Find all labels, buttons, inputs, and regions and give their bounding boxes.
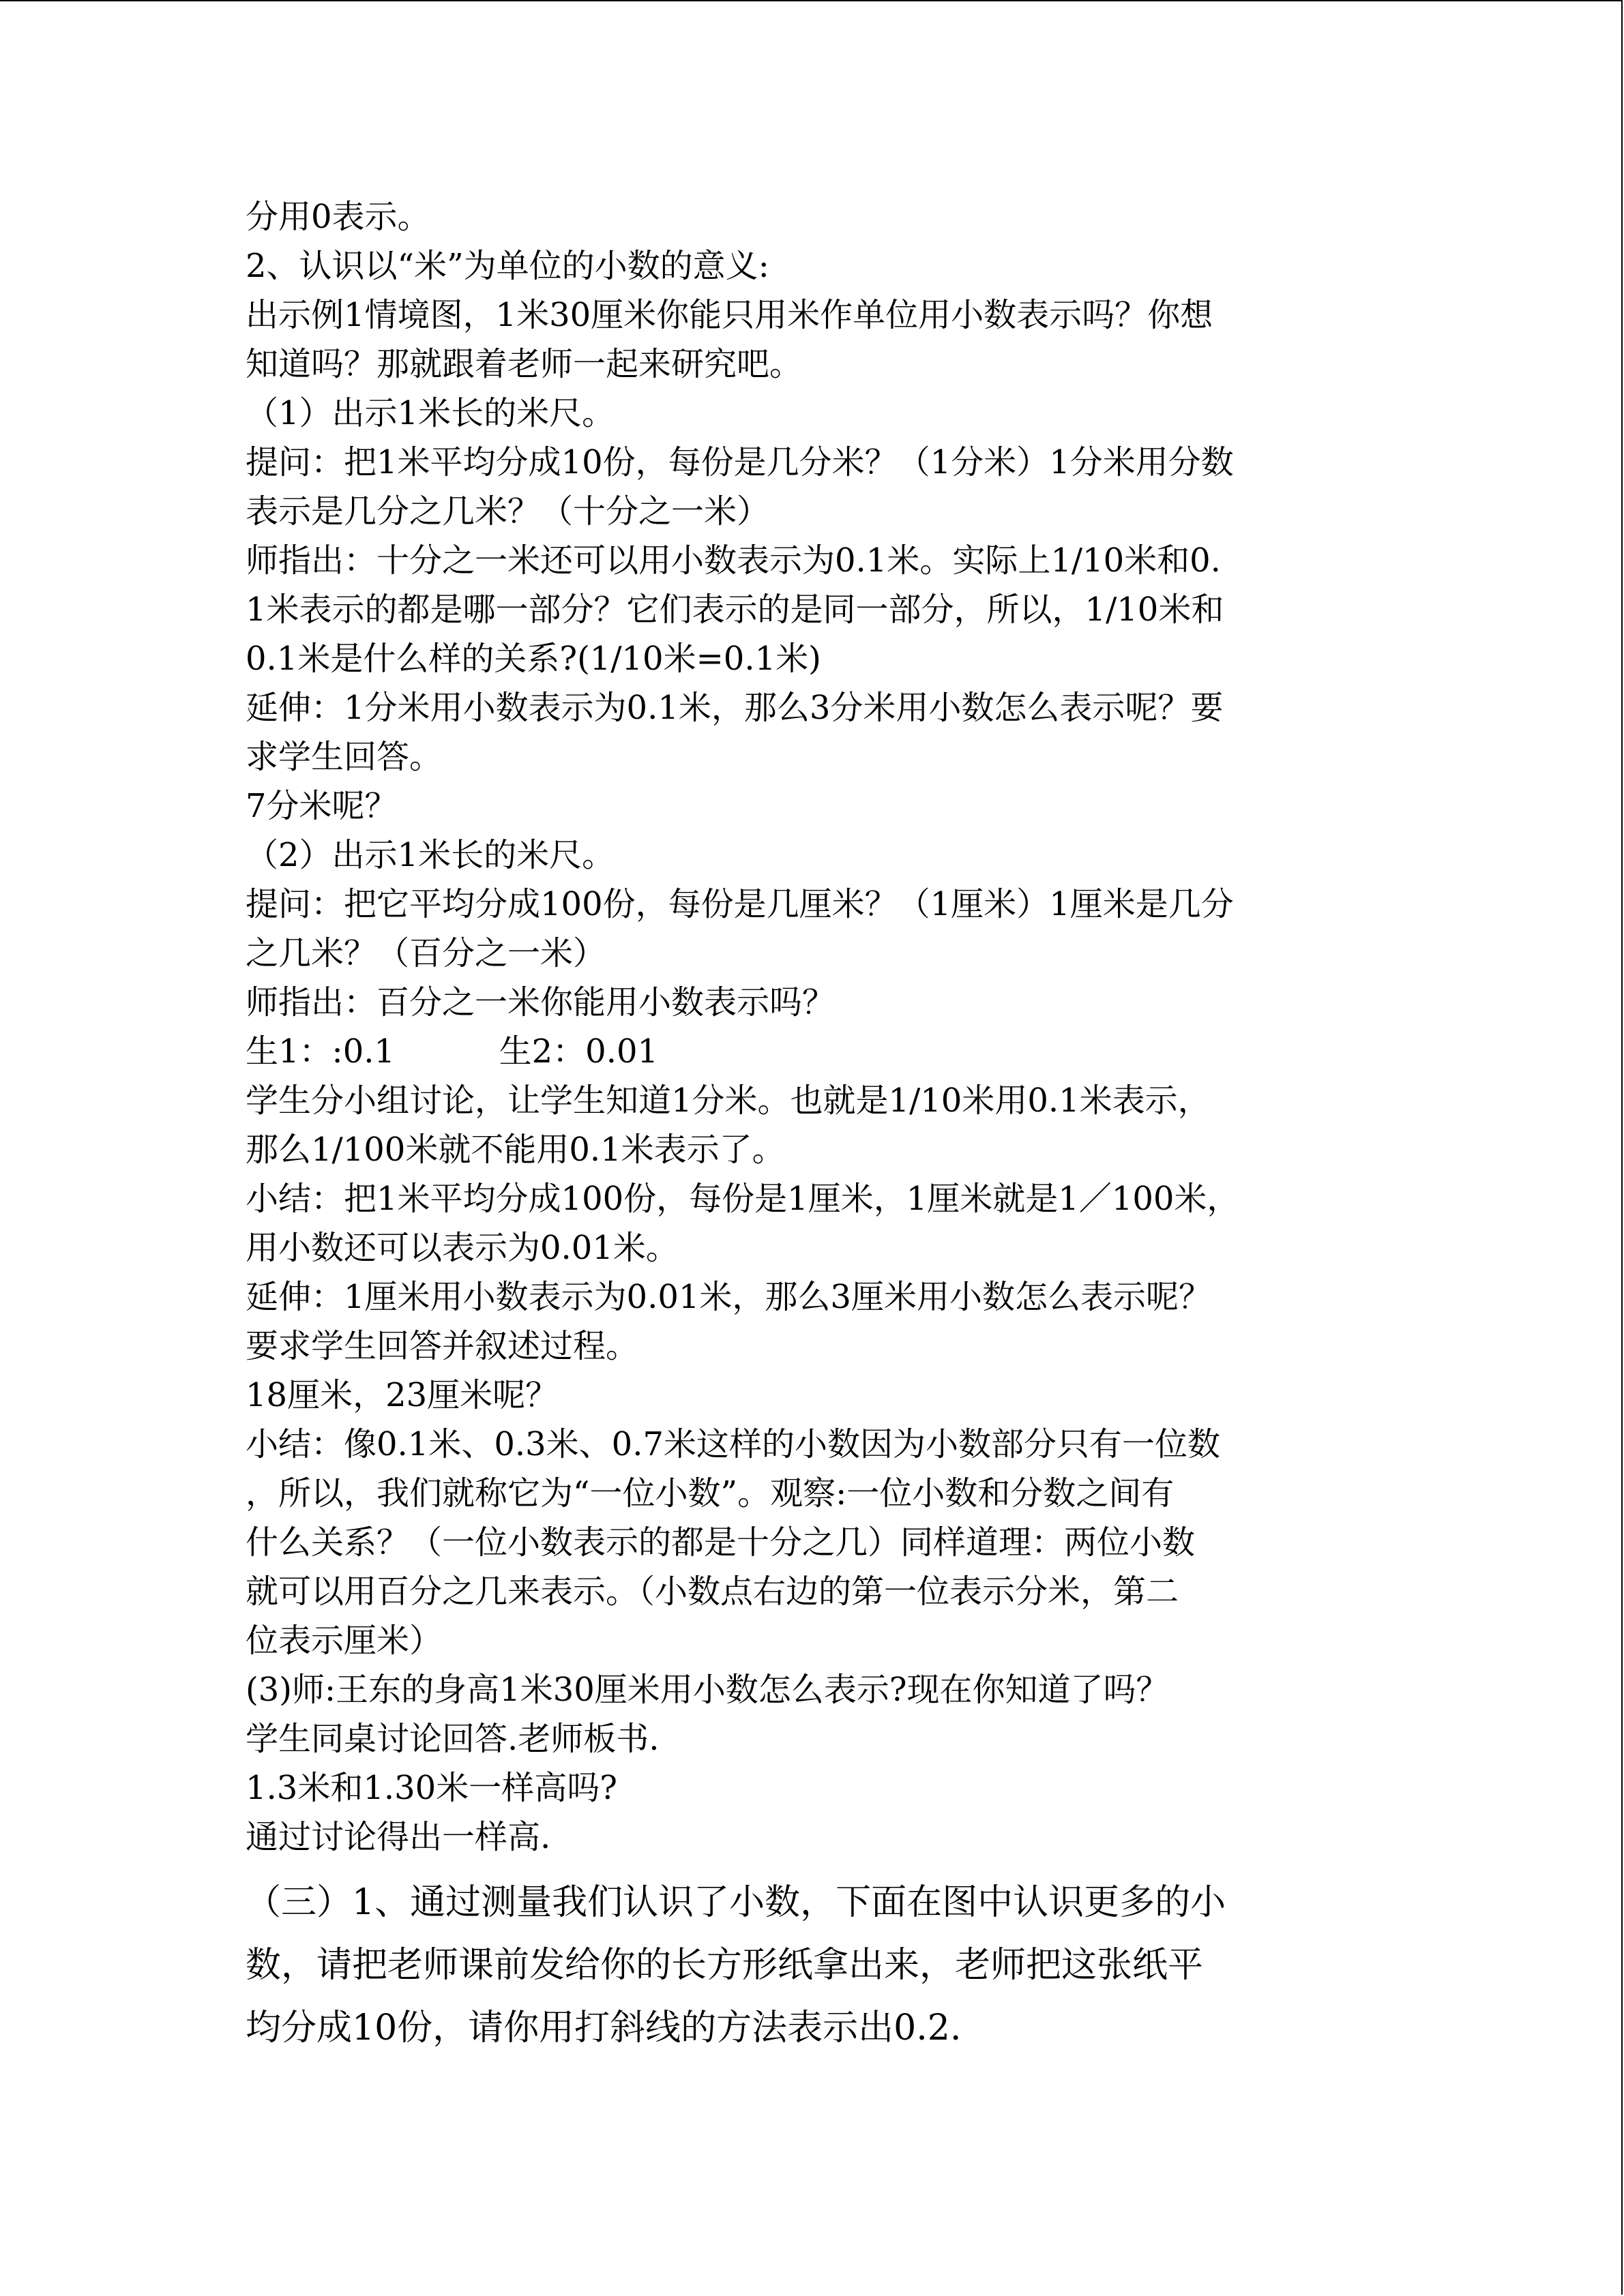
text-line: ，所以，我们就称它为“一位小数”。观察:一位小数和分数之间有: [246, 1474, 1175, 1512]
text-line: 学生分小组讨论，让学生知道1分米。也就是1/10米用0.1米表示，: [246, 1082, 1211, 1120]
text-line: 用小数还可以表示为0.01米。: [246, 1229, 679, 1267]
text-line: 出示例1情境图，1米30厘米你能只用米作单位用小数表示吗？你想: [246, 296, 1213, 334]
text-line: 1.3米和1.30米一样高吗?: [246, 1769, 617, 1807]
text-line: 小结：像0.1米、0.3米、0.7米这样的小数因为小数部分只有一位数: [246, 1425, 1221, 1463]
text-line: （2）出示1米长的米尺。: [246, 836, 615, 874]
text-line: 就可以用百分之几来表示。（小数点右边的第一位表示分米，第二: [246, 1572, 1179, 1611]
text-line: 什么关系？（一位小数表示的都是十分之几）同样道理：两位小数: [246, 1523, 1196, 1562]
text-line: 知道吗？那就跟着老师一起来研究吧。: [246, 345, 803, 383]
text-line: 延伸：1厘米用小数表示为0.01米，那么3厘米用小数怎么表示呢？: [246, 1278, 1211, 1316]
text-line: 生1：:0.1 生2：0.01: [246, 1032, 659, 1071]
document-body: [246, 192, 1378, 2059]
text-line: (3)师:王东的身高1米30厘米用小数怎么表示?现在你知道了吗？: [246, 1671, 1169, 1709]
text-line: 要求学生回答并叙述过程。: [246, 1327, 639, 1365]
section-three-line: （三）1、通过测量我们认识了小数，下面在图中认识更多的小: [246, 1882, 1226, 1923]
text-line: 师指出：百分之一米你能用小数表示吗？: [246, 983, 836, 1022]
text-line: 7分米呢？: [246, 787, 398, 825]
text-line: 小结：把1米平均分成100份，每份是1厘米，1厘米就是1／100米，: [246, 1180, 1240, 1218]
text-line: 学生同桌讨论回答.老师板书.: [246, 1720, 660, 1758]
section-three-line: 数，请把老师课前发给你的长方形纸拿出来，老师把这张纸平: [246, 1945, 1204, 1986]
text-line: 分用0表示。: [246, 198, 430, 236]
text-line: 提问：把1米平均分成10份，每份是几分米？（1分米）1分米用分数: [246, 443, 1234, 481]
text-line: 提问：把它平均分成100份，每份是几厘米？（1厘米）1厘米是几分: [246, 885, 1234, 923]
text-line: 位表示厘米）: [246, 1622, 443, 1660]
text-line: 通过讨论得出一样高.: [246, 1818, 551, 1856]
text-line: 之几米？（百分之一米）: [246, 934, 606, 972]
text-line: 2、认识以“米”为单位的小数的意义:: [246, 247, 769, 285]
text-line: 1米表示的都是哪一部分？它们表示的是同一部分，所以，1/10米和: [246, 591, 1224, 629]
section-three-line: 均分成10份，请你用打斜线的方法表示出0.2.: [246, 2008, 962, 2048]
text-line: 18厘米，23厘米呢？: [246, 1376, 559, 1414]
text-line: 0.1米是什么样的关系?(1/10米=0.1米): [246, 640, 821, 678]
text-line: 师指出：十分之一米还可以用小数表示为0.1米。实际上1/10米和0.: [246, 541, 1221, 580]
text-line: （1）出示1米长的米尺。: [246, 394, 615, 432]
text-line: 表示是几分之几米？（十分之一米）: [246, 492, 770, 531]
text-line: 延伸：1分米用小数表示为0.1米，那么3分米用小数怎么表示呢？要: [246, 689, 1224, 727]
text-line: 那么1/100米就不能用0.1米表示了。: [246, 1131, 785, 1169]
text-line: 求学生回答。: [246, 738, 443, 776]
